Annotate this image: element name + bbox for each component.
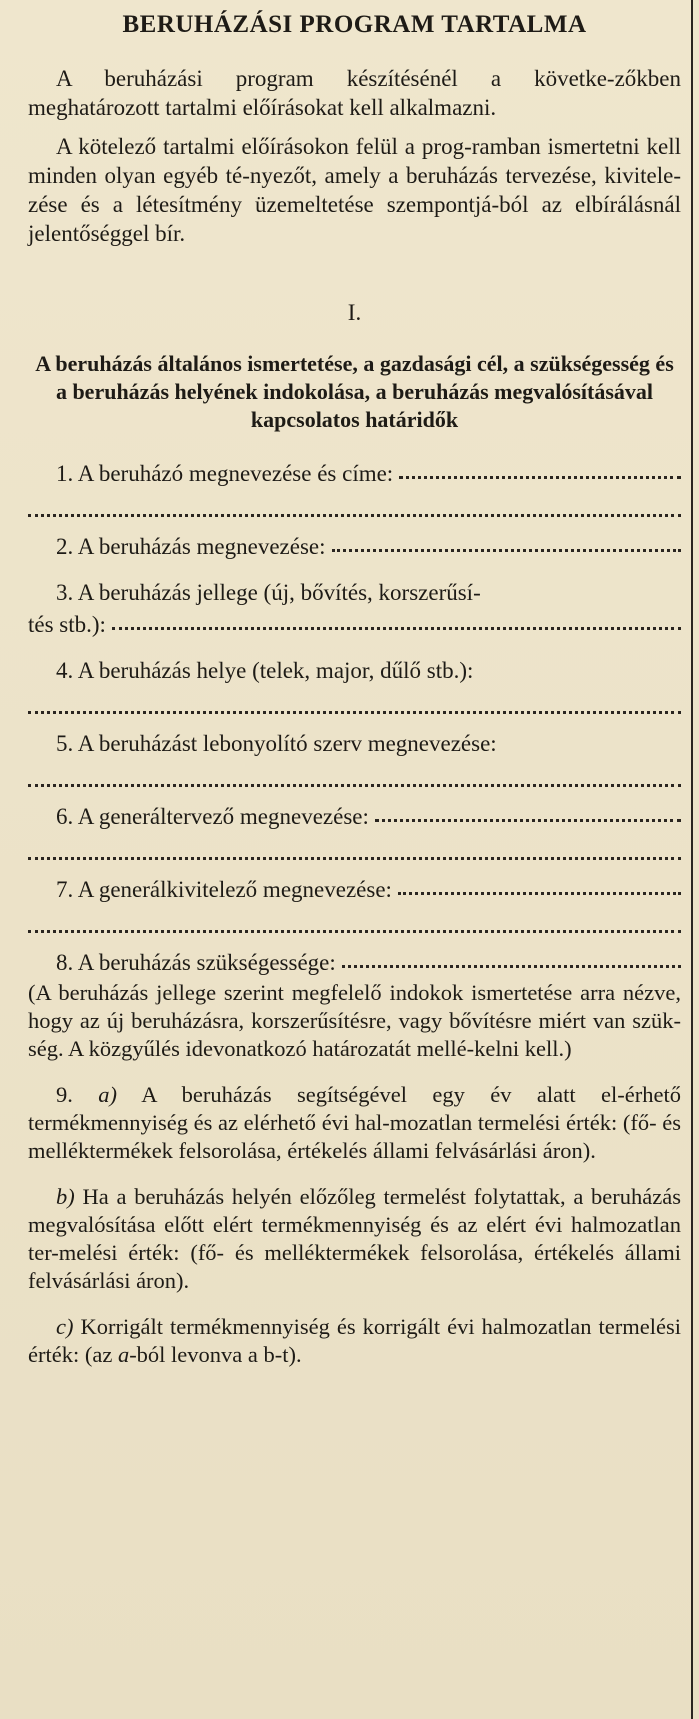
intro-paragraph-2: A kötelező tartalmi előírásokon felül a prog-ramban ismertetni kell minden olyan egyéb té-nyezőt, amely a beruházás tervezése, kivitele-zése és a létesítmény üzemeltetése szempontjá-ból az elbírálásnál jelentőséggel bír.: [28, 134, 681, 246]
fill-in-dots: [375, 813, 681, 822]
fill-in-line: [28, 701, 681, 714]
fill-in-dots: [342, 959, 681, 968]
document-title: BERUHÁZÁSI PROGRAM TARTALMA: [122, 11, 587, 38]
intro-paragraph-1: A beruházási program készítésénél a követke-zőkben meghatározott tartalmi előírásokat kell alkalmazni.: [28, 66, 681, 120]
item-9c-text-2: -ból levonva a b-t).: [129, 1342, 302, 1367]
item-2-label: 2. A beruházás megnevezése:: [56, 534, 326, 559]
item-9a-text: A beruházás segítségével egy év alatt el-érhető termékmennyiség és az elérhető évi hal-mozatlan termelési érték: (fő- és melléktermékek felsorolása, értékelés állami felvásárlási áron).: [28, 1082, 682, 1163]
item-6-label: 6. A generáltervező megnevezése:: [56, 804, 369, 829]
item-7: [28, 874, 681, 933]
fill-in-dots: [332, 543, 682, 552]
item-2: [28, 531, 681, 563]
item-3-label-line-1: 3. A beruházás jellege (új, bővítés, korszerűsí-: [56, 580, 481, 605]
section-heading: A beruházás általános ismertetése, a gazdasági cél, a szükségesség és a beruházás helyének indokolása, a beruházás megvalósításával kapcsolatos határidők: [35, 351, 674, 432]
item-9c-label: c): [56, 1314, 74, 1339]
fill-in-dots: [112, 621, 681, 630]
page-edge-rule: [691, 0, 693, 1719]
item-9b-text: Ha a beruházás helyén előzőleg termelést folytattak, a beruházás megvalósítása előtt elért termékmennyiség és az elért évi halmozatlan ter-melési érték: (fő- és melléktermékek felsorolása, értékelés állami felvásárlási áron).: [28, 1184, 681, 1293]
item-9b-label: b): [56, 1184, 75, 1209]
item-5-label: 5. A beruházást lebonyolító szerv megnevezése:: [56, 731, 497, 756]
fill-in-dots: [399, 470, 681, 479]
item-3-label-line-2: tés stb.):: [28, 612, 106, 637]
item-1-label: 1. A beruházó megnevezése és címe:: [56, 461, 394, 486]
item-5: [28, 728, 681, 787]
item-9a-label: a): [98, 1082, 118, 1107]
item-6: [28, 801, 681, 860]
item-9c-text-1: Korrigált termékmennyiség és korrigált évi halmozatlan termelési érték: (az: [28, 1314, 682, 1367]
item-9-number: 9.: [56, 1082, 73, 1107]
item-9b: [28, 1183, 681, 1295]
item-3: [28, 577, 681, 641]
fill-in-line: [28, 504, 681, 517]
item-9a: [28, 1081, 681, 1165]
fill-in-line: [28, 774, 681, 787]
item-8-label: 8. A beruházás szükségessége:: [56, 950, 336, 975]
item-9c: [28, 1313, 681, 1369]
item-9c-a-ref: a: [117, 1342, 130, 1367]
item-1: [28, 458, 681, 517]
item-8-note: (A beruházás jellege szerint megfelelő indokok ismertetése arra nézve, hogy az új beruházásra, korszerűsítésre, vagy bővítésre miért van szük-ség. A közgyűlés idevonatkozó határozatát mellé-kelni kell.): [28, 980, 681, 1061]
item-4: [28, 655, 681, 714]
fill-in-line: [28, 920, 681, 933]
section-number: I.: [347, 300, 362, 325]
item-4-label: 4. A beruházás helye (telek, major, dűlő stb.):: [56, 658, 474, 683]
item-8: [28, 947, 681, 1063]
fill-in-line: [28, 847, 681, 860]
item-7-label: 7. A generálkivitelező megnevezése:: [56, 877, 392, 902]
fill-in-dots: [398, 886, 681, 895]
